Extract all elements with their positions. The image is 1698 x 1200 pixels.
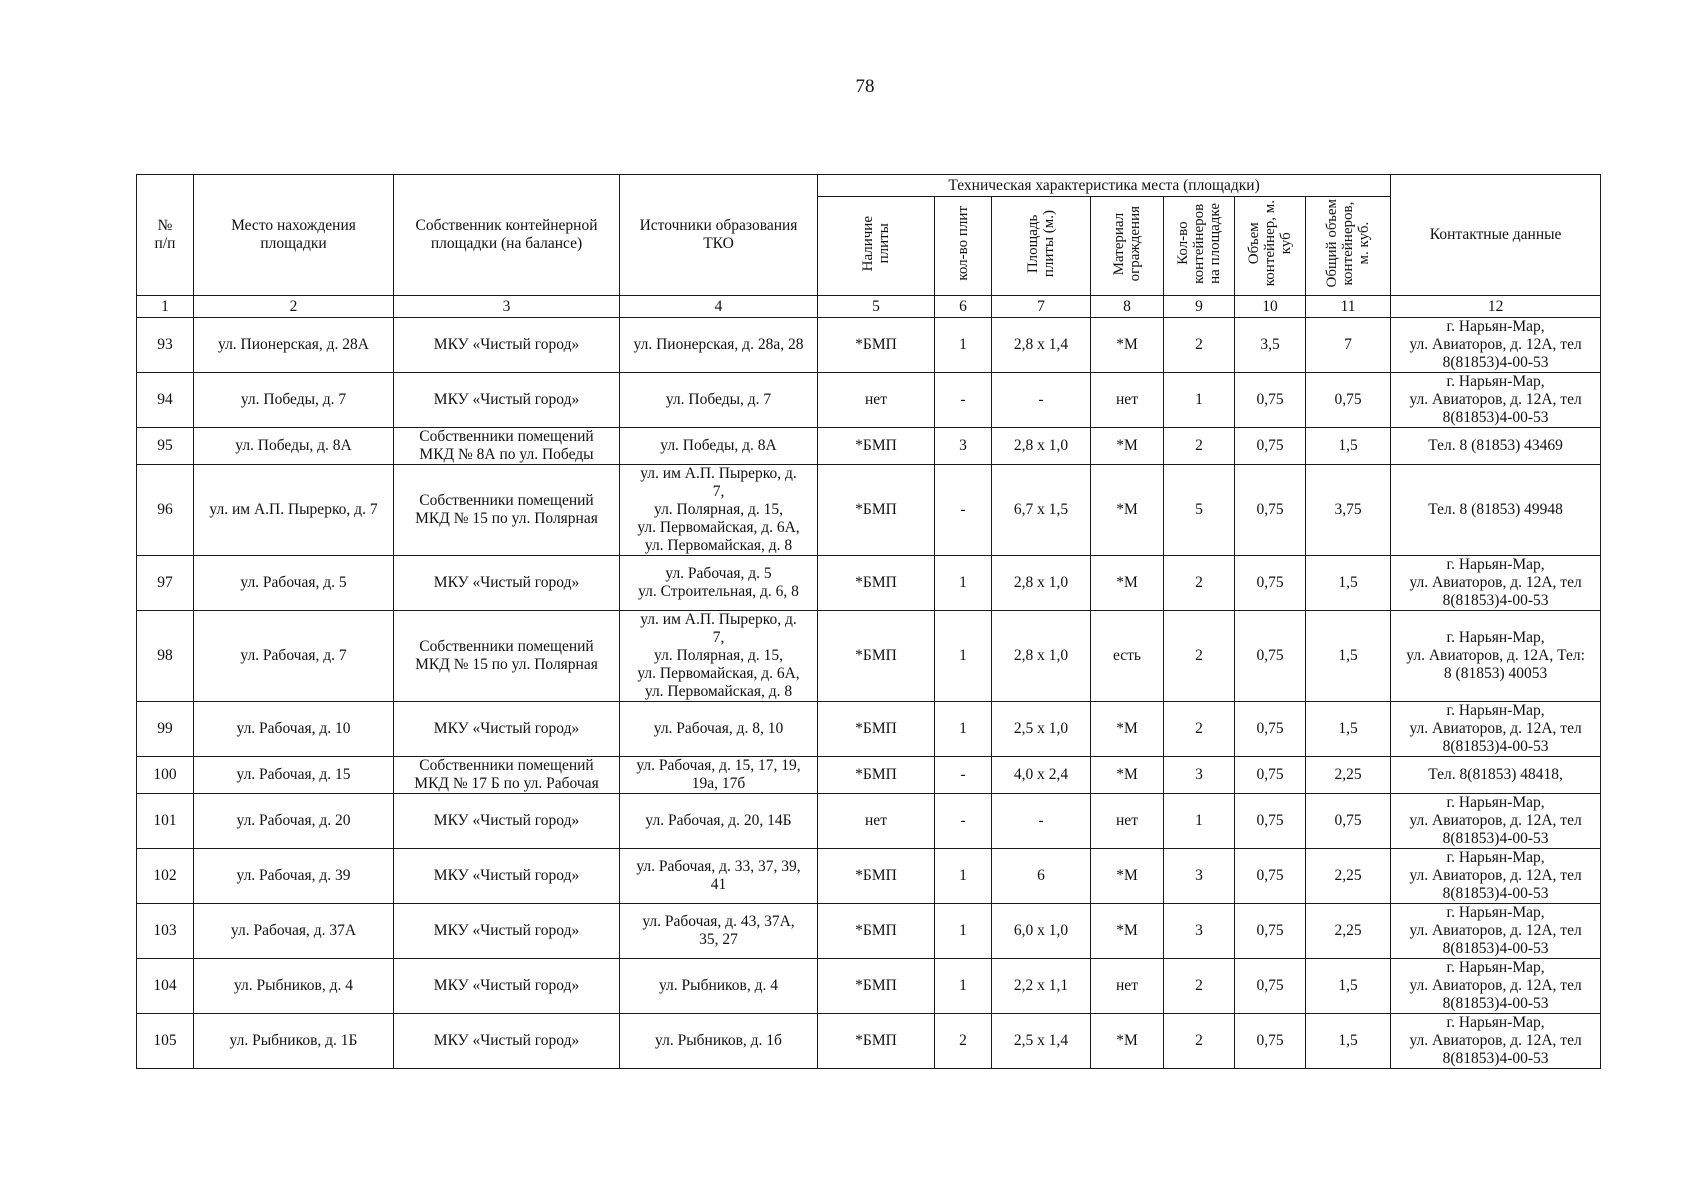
column-number-12: 12 (1391, 296, 1601, 318)
cell-plate-count: - (935, 757, 992, 794)
cell-location: ул. Пионерская, д. 28А (194, 318, 394, 373)
cell-container-count: 3 (1164, 757, 1235, 794)
cell-total-volume: 1,5 (1306, 611, 1391, 702)
header-num: № п/п (137, 175, 194, 296)
cell-container-count: 1 (1164, 373, 1235, 428)
cell-owner: МКУ «Чистый город» (394, 556, 620, 611)
cell-container-count: 2 (1164, 556, 1235, 611)
cell-sources: ул. Рыбников, д. 1б (620, 1014, 818, 1069)
table-row (137, 611, 1601, 702)
header-owner: Собственник контейнерной площадки (на балансе) (394, 175, 620, 296)
cell-plate: *БМП (818, 1014, 935, 1069)
column-number-2: 2 (194, 296, 394, 318)
cell-contacts: г. Нарьян-Мар, ул. Авиаторов, д. 12А, тел 8(81853)4-00-53 (1391, 794, 1601, 849)
cell-plate: *БМП (818, 702, 935, 757)
cell-container-volume: 0,75 (1235, 428, 1306, 465)
cell-fence: *М (1091, 428, 1164, 465)
cell-owner: Собственники помещений МКД № 15 по ул. Полярная (394, 611, 620, 702)
cell-container-volume: 0,75 (1235, 794, 1306, 849)
cell-container-volume: 0,75 (1235, 904, 1306, 959)
cell-fence: *М (1091, 702, 1164, 757)
column-number-5: 5 (818, 296, 935, 318)
cell-plate-count: 1 (935, 959, 992, 1014)
cell-contacts: Тел. 8(81853) 48418, (1391, 757, 1601, 794)
cell-container-count: 2 (1164, 318, 1235, 373)
cell-owner: МКУ «Чистый город» (394, 849, 620, 904)
header-total-volume: Общий объем контейнеров, м. куб. (1324, 199, 1373, 288)
cell-num: 104 (137, 959, 194, 1014)
cell-fence: нет (1091, 373, 1164, 428)
cell-contacts: г. Нарьян-Мар, ул. Авиаторов, д. 12А, тел 8(81853)4-00-53 (1391, 904, 1601, 959)
cell-total-volume: 1,5 (1306, 1014, 1391, 1069)
header-location: Место нахождения площадки (194, 175, 394, 296)
cell-num: 95 (137, 428, 194, 465)
cell-sources: ул. Рабочая, д. 15, 17, 19, 19а, 17б (620, 757, 818, 794)
cell-contacts: г. Нарьян-Мар, ул. Авиаторов, д. 12А, тел 8(81853)4-00-53 (1391, 318, 1601, 373)
cell-total-volume: 1,5 (1306, 959, 1391, 1014)
cell-plate: *БМП (818, 904, 935, 959)
cell-owner: МКУ «Чистый город» (394, 904, 620, 959)
column-number-8: 8 (1091, 296, 1164, 318)
cell-plate-count: 2 (935, 1014, 992, 1069)
cell-container-count: 2 (1164, 1014, 1235, 1069)
column-number-7: 7 (992, 296, 1091, 318)
cell-total-volume: 2,25 (1306, 757, 1391, 794)
cell-plate-area: 4,0 х 2,4 (992, 757, 1091, 794)
cell-container-count: 2 (1164, 702, 1235, 757)
cell-container-volume: 0,75 (1235, 556, 1306, 611)
table-row (137, 849, 1601, 904)
cell-container-volume: 0,75 (1235, 959, 1306, 1014)
header-fence-cell (1091, 197, 1164, 296)
cell-plate-area: 6,7 х 1,5 (992, 465, 1091, 556)
cell-fence: *М (1091, 465, 1164, 556)
table-row (137, 556, 1601, 611)
cell-plate-count: 1 (935, 702, 992, 757)
cell-plate-count: 1 (935, 611, 992, 702)
cell-container-volume: 0,75 (1235, 849, 1306, 904)
cell-fence: есть (1091, 611, 1164, 702)
cell-container-volume: 0,75 (1235, 757, 1306, 794)
cell-container-count: 2 (1164, 611, 1235, 702)
table-row (137, 373, 1601, 428)
cell-sources: ул. Победы, д. 7 (620, 373, 818, 428)
cell-total-volume: 0,75 (1306, 373, 1391, 428)
cell-total-volume: 1,5 (1306, 702, 1391, 757)
cell-sources: ул. Рабочая, д. 43, 37А, 35, 27 (620, 904, 818, 959)
cell-sources: ул. Рабочая, д. 5 ул. Строительная, д. 6, 8 (620, 556, 818, 611)
cell-plate: *БМП (818, 611, 935, 702)
cell-contacts: г. Нарьян-Мар, ул. Авиаторов, д. 12А, тел 8(81853)4-00-53 (1391, 959, 1601, 1014)
table-row (137, 428, 1601, 465)
cell-num: 102 (137, 849, 194, 904)
cell-owner: МКУ «Чистый город» (394, 1014, 620, 1069)
cell-location: ул. Рабочая, д. 37А (194, 904, 394, 959)
cell-container-volume: 0,75 (1235, 465, 1306, 556)
cell-sources: ул. Рабочая, д. 33, 37, 39, 41 (620, 849, 818, 904)
cell-plate: *БМП (818, 428, 935, 465)
header-plate-cell (818, 197, 935, 296)
cell-container-volume: 0,75 (1235, 1014, 1306, 1069)
cell-plate: нет (818, 373, 935, 428)
cell-container-count: 2 (1164, 428, 1235, 465)
cell-plate: *БМП (818, 556, 935, 611)
cell-plate-area: 6 (992, 849, 1091, 904)
cell-plate-count: - (935, 794, 992, 849)
cell-contacts: г. Нарьян-Мар, ул. Авиаторов, д. 12А, тел 8(81853)4-00-53 (1391, 556, 1601, 611)
cell-location: ул. Победы, д. 8А (194, 428, 394, 465)
cell-plate: *БМП (818, 959, 935, 1014)
cell-sources: ул. Рыбников, д. 4 (620, 959, 818, 1014)
cell-location: ул. им А.П. Пырерко, д. 7 (194, 465, 394, 556)
cell-contacts: г. Нарьян-Мар, ул. Авиаторов, д. 12А, тел 8(81853)4-00-53 (1391, 702, 1601, 757)
cell-plate-area: 2,8 х 1,4 (992, 318, 1091, 373)
table-row (137, 757, 1601, 794)
header-sources: Источники образования ТКО (620, 175, 818, 296)
cell-container-count: 2 (1164, 959, 1235, 1014)
header-contacts: Контактные данные (1391, 175, 1601, 296)
cell-num: 96 (137, 465, 194, 556)
cell-location: ул. Рабочая, д. 15 (194, 757, 394, 794)
cell-container-count: 3 (1164, 904, 1235, 959)
column-number-row (137, 296, 1601, 318)
cell-fence: нет (1091, 794, 1164, 849)
cell-plate-count: 1 (935, 904, 992, 959)
cell-contacts: г. Нарьян-Мар, ул. Авиаторов, д. 12А, тел 8(81853)4-00-53 (1391, 849, 1601, 904)
cell-sources: ул. им А.П. Пырерко, д. 7, ул. Полярная, д. 15, ул. Первомайская, д. 6А, ул. Первомайская, д. 8 (620, 465, 818, 556)
cell-location: ул. Рыбников, д. 4 (194, 959, 394, 1014)
cell-total-volume: 2,25 (1306, 904, 1391, 959)
cell-num: 93 (137, 318, 194, 373)
cell-sources: ул. Рабочая, д. 20, 14Б (620, 794, 818, 849)
cell-plate-count: 1 (935, 556, 992, 611)
cell-location: ул. Рабочая, д. 7 (194, 611, 394, 702)
table-row (137, 465, 1601, 556)
cell-total-volume: 1,5 (1306, 428, 1391, 465)
cell-sources: ул. Рабочая, д. 8, 10 (620, 702, 818, 757)
cell-plate-area: 2,8 х 1,0 (992, 611, 1091, 702)
cell-plate-area: 2,5 х 1,0 (992, 702, 1091, 757)
cell-fence: *М (1091, 904, 1164, 959)
cell-num: 105 (137, 1014, 194, 1069)
cell-num: 99 (137, 702, 194, 757)
cell-plate: нет (818, 794, 935, 849)
cell-owner: МКУ «Чистый город» (394, 794, 620, 849)
cell-container-count: 3 (1164, 849, 1235, 904)
cell-location: ул. Победы, д. 7 (194, 373, 394, 428)
table-row (137, 904, 1601, 959)
cell-container-volume: 0,75 (1235, 611, 1306, 702)
column-number-3: 3 (394, 296, 620, 318)
header-total-volume-cell (1306, 197, 1391, 296)
cell-owner: Собственники помещений МКД № 17 Б по ул. Рабочая (394, 757, 620, 794)
cell-fence: *М (1091, 757, 1164, 794)
cell-plate-count: - (935, 373, 992, 428)
cell-plate-count: - (935, 465, 992, 556)
cell-total-volume: 2,25 (1306, 849, 1391, 904)
table-row (137, 959, 1601, 1014)
cell-owner: МКУ «Чистый город» (394, 959, 620, 1014)
table-row (137, 318, 1601, 373)
cell-num: 98 (137, 611, 194, 702)
cell-location: ул. Рабочая, д. 20 (194, 794, 394, 849)
table-row (137, 794, 1601, 849)
cell-fence: нет (1091, 959, 1164, 1014)
container-sites-table (136, 174, 1601, 1069)
column-number-10: 10 (1235, 296, 1306, 318)
header-technical-group: Техническая характеристика места (площадки) (818, 175, 1391, 197)
cell-container-volume: 0,75 (1235, 373, 1306, 428)
cell-container-volume: 3,5 (1235, 318, 1306, 373)
column-number-6: 6 (935, 296, 992, 318)
table-row (137, 1014, 1601, 1069)
cell-plate-area: 2,8 х 1,0 (992, 428, 1091, 465)
header-plate-count-cell (935, 197, 992, 296)
cell-fence: *М (1091, 318, 1164, 373)
header-plate-area-cell (992, 197, 1091, 296)
cell-fence: *М (1091, 556, 1164, 611)
column-number-4: 4 (620, 296, 818, 318)
cell-container-count: 1 (1164, 794, 1235, 849)
cell-fence: *М (1091, 1014, 1164, 1069)
cell-plate-area: 6,0 х 1,0 (992, 904, 1091, 959)
cell-sources: ул. им А.П. Пырерко, д. 7, ул. Полярная, д. 15, ул. Первомайская, д. 6А, ул. Первомайская, д. 8 (620, 611, 818, 702)
cell-container-volume: 0,75 (1235, 702, 1306, 757)
cell-total-volume: 1,5 (1306, 556, 1391, 611)
header-container-volume-cell (1235, 197, 1306, 296)
cell-fence: *М (1091, 849, 1164, 904)
cell-owner: МКУ «Чистый город» (394, 373, 620, 428)
cell-contacts: г. Нарьян-Мар, ул. Авиаторов, д. 12А, Тел: 8 (81853) 40053 (1391, 611, 1601, 702)
cell-location: ул. Рыбников, д. 1Б (194, 1014, 394, 1069)
cell-location: ул. Рабочая, д. 39 (194, 849, 394, 904)
cell-owner: Собственники помещений МКД № 8А по ул. Победы (394, 428, 620, 465)
cell-total-volume: 0,75 (1306, 794, 1391, 849)
cell-plate: *БМП (818, 849, 935, 904)
cell-num: 94 (137, 373, 194, 428)
header-plate-count: кол-во плит (955, 206, 971, 281)
header-container-volume: Объем контейнер, м. куб (1246, 200, 1294, 287)
cell-num: 103 (137, 904, 194, 959)
cell-plate-area: 2,5 х 1,4 (992, 1014, 1091, 1069)
header-plate: Наличие плиты (860, 215, 892, 272)
table-body (137, 318, 1601, 1069)
cell-num: 97 (137, 556, 194, 611)
cell-total-volume: 3,75 (1306, 465, 1391, 556)
column-number-1: 1 (137, 296, 194, 318)
cell-owner: МКУ «Чистый город» (394, 702, 620, 757)
cell-sources: ул. Победы, д. 8А (620, 428, 818, 465)
cell-container-count: 5 (1164, 465, 1235, 556)
table-row (137, 702, 1601, 757)
cell-plate-count: 1 (935, 318, 992, 373)
cell-total-volume: 7 (1306, 318, 1391, 373)
cell-num: 100 (137, 757, 194, 794)
cell-num: 101 (137, 794, 194, 849)
cell-plate: *БМП (818, 757, 935, 794)
header-fence: Материал ограждения (1111, 205, 1143, 282)
header-container-count-cell (1164, 197, 1235, 296)
cell-contacts: Тел. 8 (81853) 43469 (1391, 428, 1601, 465)
cell-plate-area: - (992, 794, 1091, 849)
cell-contacts: Тел. 8 (81853) 49948 (1391, 465, 1601, 556)
cell-location: ул. Рабочая, д. 10 (194, 702, 394, 757)
cell-plate-area: - (992, 373, 1091, 428)
header-container-count: Кол-во контейнеров на площадке (1175, 203, 1223, 284)
cell-plate: *БМП (818, 465, 935, 556)
cell-plate-count: 3 (935, 428, 992, 465)
cell-location: ул. Рабочая, д. 5 (194, 556, 394, 611)
column-number-11: 11 (1306, 296, 1391, 318)
cell-owner: МКУ «Чистый город» (394, 318, 620, 373)
header-plate-area: Площадь плиты (м.) (1025, 209, 1057, 278)
cell-owner: Собственники помещений МКД № 15 по ул. Полярная (394, 465, 620, 556)
cell-plate-area: 2,2 х 1,1 (992, 959, 1091, 1014)
page-number: 78 (855, 76, 875, 97)
cell-plate-area: 2,8 х 1,0 (992, 556, 1091, 611)
cell-contacts: г. Нарьян-Мар, ул. Авиаторов, д. 12А, тел 8(81853)4-00-53 (1391, 373, 1601, 428)
cell-contacts: г. Нарьян-Мар, ул. Авиаторов, д. 12А, тел 8(81853)4-00-53 (1391, 1014, 1601, 1069)
cell-plate: *БМП (818, 318, 935, 373)
cell-sources: ул. Пионерская, д. 28а, 28 (620, 318, 818, 373)
cell-plate-count: 1 (935, 849, 992, 904)
column-number-9: 9 (1164, 296, 1235, 318)
